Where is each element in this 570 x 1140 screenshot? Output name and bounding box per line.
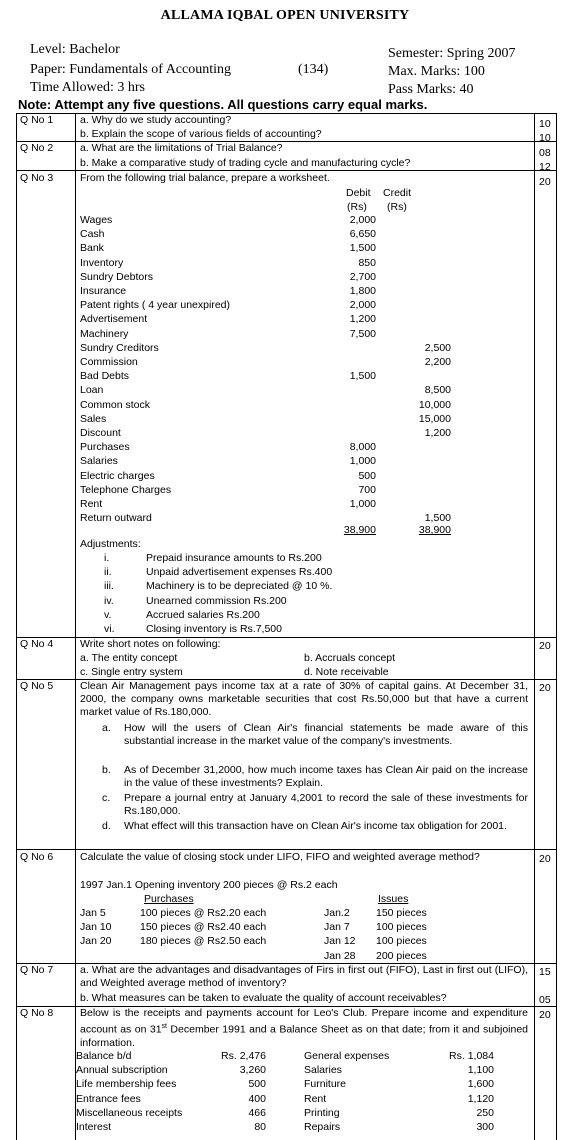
receipt-amount: 80 [254,1121,266,1133]
total-credit: 38,900 [418,524,451,536]
payment-amount: 1,120 [467,1092,494,1105]
account-name: Wages [80,214,113,226]
payment-amount: Rs. 1,084 [449,1050,494,1062]
question-label: Q No 6 [20,851,54,863]
question-text: From the following trial balance, prepare a worksheet. [80,172,330,184]
receipt-name: Balance b/d [76,1050,132,1062]
payment-name: Furniture [304,1078,347,1091]
sub-item-number: a. [102,722,111,734]
sub-item-text: What effect will this transaction have on Clean Air's income tax obligation for 2001. [124,820,507,832]
issue-date: Jan 7 [324,921,350,934]
question-text [80,1007,528,1050]
payment-name: Printing [304,1106,340,1119]
question-part-b: b. Explain the scope of various fields of accounting? [80,128,322,140]
issue-date: Jan 12 [324,935,356,948]
issues-heading: Issues [378,893,409,905]
marks: 20 [539,682,551,694]
question-part-a: a. What are the limitations of Trial Balance? [80,142,283,154]
marks: 12 [539,161,551,173]
sub-item-text: As of December 31,2000, how much income taxes has Clean Air paid on the increase in the value of these investments? Explain. [124,764,528,789]
payment-amount: 300 [476,1121,494,1133]
sub-item-text: How will the users of Clean Air's financial statements be made aware of this substantial increase in the market value of the company's investments. [124,722,528,747]
purchases-heading: Purchases [144,893,194,905]
sub-item-number: d. [102,820,111,832]
adjustment-text: Closing inventory is Rs.7,500 [146,623,282,635]
row-divider [16,170,557,171]
account-name: Purchases [80,441,130,454]
credit-heading: Credit [383,187,412,199]
question-text-start: Below is the receipts and payments account for Leo's Club. Prepare income and expenditure account as on 31 [80,1007,528,1036]
question-table [16,113,557,1140]
payment-name: Rent [304,1092,327,1105]
question-label: Q No 2 [20,142,54,154]
debit-amount: 1,000 [349,455,376,468]
issue-date: Jan 28 [324,949,356,962]
account-name: Common stock [80,398,151,411]
account-name: Patent rights ( 4 year unexpired) [80,299,230,312]
receipt-name: Life membership fees [76,1078,177,1091]
issue-date: Jan.2 [324,907,350,919]
marks: 10 [539,118,551,130]
row-divider [16,849,557,850]
debit-amount: 850 [358,256,376,269]
account-name: Salaries [80,455,118,468]
marks: 05 [539,994,551,1006]
account-name: Inventory [80,256,124,269]
total-debit: 38,900 [343,524,376,536]
account-name: Sundry Debtors [80,270,153,283]
adjustment-text: Machinery is to be depreciated @ 10 %. [146,580,333,593]
max-marks: Max. Marks: 100 [388,64,485,79]
account-name: Commission [80,356,138,368]
question-label: Q No 5 [20,680,54,692]
question-text: Clean Air Management pays income tax at a rate of 30% of capital gains. At December 31, 2000, the company owns marketable securities that cost Rs.50,000 but that have a current market value of Rs.180,000. [80,680,528,718]
account-name: Advertisement [80,313,148,326]
sub-item-number: b. [102,764,111,776]
account-name: Loan [80,384,104,397]
marks: 20 [539,853,551,865]
receipt-amount: 500 [248,1078,266,1091]
opening-inventory: 1997 Jan.1 Opening inventory 200 pieces @ Rs.2 each [80,879,338,891]
question-label: Q No 1 [20,114,54,126]
debit-amount: 2,000 [349,214,376,226]
question-part-b: b. Make a comparative study of trading cycle and manufacturing cycle? [80,157,411,169]
question-part-a: a. What are the advantages and disadvantages of Firs in first out (FIFO), Last in first out (LIFO), and Weighted average method of inventory? [80,964,528,989]
payment-amount: 1,100 [467,1064,494,1077]
adjustment-number: ii. [104,566,112,579]
debit-amount: 1,800 [349,285,376,297]
marks: 20 [539,640,551,652]
purchase-detail: 180 pieces @ Rs2.50 each [140,935,267,948]
receipt-amount: 3,260 [239,1064,266,1077]
adjustments-heading: Adjustments: [80,538,141,550]
level-text: Level: Bachelor [30,42,120,57]
column-divider-marks [534,113,535,1140]
adjustment-text: Accrued salaries Rs.200 [146,608,260,621]
account-name: Bad Debts [80,370,130,383]
adjustment-number: i. [104,552,110,564]
account-name: Electric charges [80,469,155,482]
issue-detail: 100 pieces [376,921,427,934]
pass-marks: Pass Marks: 40 [388,82,474,97]
marks: 20 [539,176,551,188]
account-name: Machinery [80,327,129,340]
marks: 15 [539,966,551,978]
adjustment-number: iv. [104,594,114,607]
adjustment-text: Prepaid insurance amounts to Rs.200 [146,552,322,564]
marks: 20 [539,1009,551,1021]
table-border-right [556,113,557,1140]
debit-amount: 500 [358,469,376,482]
purchase-date: Jan 20 [80,935,112,948]
account-name: Telephone Charges [80,483,172,496]
adjustment-text: Unpaid advertisement expenses Rs.400 [146,566,333,579]
receipt-name: Entrance fees [76,1092,141,1105]
credit-amount: 8,500 [424,384,451,397]
debit-amount: 8,000 [349,441,376,454]
receipt-amount: 466 [248,1106,266,1119]
question-label: Q No 8 [20,1007,54,1019]
adjustment-number: vi. [104,623,115,635]
credit-unit: (Rs) [387,201,407,213]
account-name: Sales [80,412,107,425]
adjustment-number: iii. [104,580,114,593]
payment-amount: 1,600 [467,1078,494,1091]
credit-amount: 15,000 [418,412,451,425]
question-text: Calculate the value of closing stock under LIFO, FIFO and weighted average method? [80,851,480,863]
purchase-date: Jan 10 [80,921,112,934]
issue-detail: 100 pieces [376,935,427,948]
receipt-amount: Rs. 2,476 [221,1050,266,1062]
account-name: Return outward [80,512,152,525]
column-divider-label [75,113,76,1140]
purchase-detail: 100 pieces @ Rs2.20 each [140,907,267,919]
question-label: Q No 4 [20,638,54,650]
debit-amount: 1,500 [349,370,376,383]
payment-name: Salaries [304,1064,342,1077]
note-item-b: b. Accruals concept [304,652,396,664]
adjustment-number: v. [104,608,112,621]
marks: 10 [539,132,551,144]
question-text-end: December 1991 and a Balance Sheet as on that date; from it and subjoined information. [80,1023,529,1049]
payment-name: General expenses [304,1050,390,1062]
debit-amount: 1,000 [349,498,376,510]
debit-amount: 7,500 [349,327,376,340]
question-part-b: b. What measures can be taken to evaluate the quality of account receivables? [80,992,447,1004]
table-border-left [16,113,17,1140]
credit-amount: 1,500 [424,512,451,525]
receipt-amount: 400 [248,1092,266,1105]
debit-unit: (Rs) [347,201,367,213]
ordinal-suffix: st [161,1023,167,1030]
question-part-a: a. Why do we study accounting? [80,114,232,126]
debit-heading: Debit [346,187,371,199]
debit-amount: 2,000 [349,299,376,312]
note-item-c: c. Single entry system [80,666,183,678]
debit-amount: 1,500 [349,242,376,255]
university-title: ALLAMA IQBAL OPEN UNIVERSITY [160,8,410,23]
receipt-name: Miscellaneous receipts [76,1106,183,1119]
credit-amount: 2,200 [424,356,451,368]
issue-detail: 150 pieces [376,907,427,919]
payment-name: Repairs [304,1121,341,1133]
debit-amount: 1,200 [349,313,376,326]
account-name: Rent [80,498,103,510]
semester-text: Semester: Spring 2007 [388,46,516,61]
account-name: Bank [80,242,104,255]
receipt-name: Interest [76,1121,112,1133]
credit-amount: 1,200 [424,427,451,439]
debit-amount: 700 [358,483,376,496]
debit-amount: 6,650 [349,228,376,241]
payment-amount: 250 [476,1106,494,1119]
debit-amount: 2,700 [349,270,376,283]
account-name: Insurance [80,285,127,297]
question-text: Write short notes on following: [80,638,221,650]
purchase-date: Jan 5 [80,907,106,919]
instructions-note: Note: Attempt any five questions. All questions carry equal marks. [18,97,428,112]
sub-item-text: Prepare a journal entry at January 4,2001 to record the sale of these investments for Rs.180,000. [124,792,528,817]
credit-amount: 10,000 [418,398,451,411]
question-label: Q No 3 [20,172,54,184]
sub-item-number: c. [102,792,111,804]
time-allowed: Time Allowed: 3 hrs [30,80,145,95]
marks: 08 [539,147,551,159]
note-item-d: d. Note receivable [304,666,389,678]
account-name: Sundry Creditors [80,341,159,354]
credit-amount: 2,500 [424,341,451,354]
account-name: Discount [80,427,121,439]
receipt-name: Annual subscription [76,1064,168,1077]
purchase-detail: 150 pieces @ Rs2.40 each [140,921,267,934]
paper-text: Paper: Fundamentals of Accounting [30,62,232,77]
question-label: Q No 7 [20,964,54,976]
issue-detail: 200 pieces [376,949,427,962]
paper-code: (134) [298,62,329,77]
account-name: Cash [80,228,105,241]
adjustment-text: Unearned commission Rs.200 [146,594,287,607]
note-item-a: a. The entity concept [80,652,178,664]
